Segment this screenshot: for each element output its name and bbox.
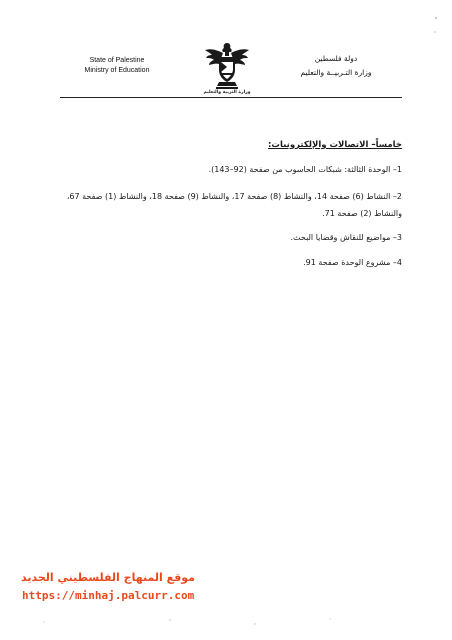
list-item: 4– مشروع الوحدة صفحة 91.	[303, 258, 402, 267]
palestine-eagle-emblem-icon	[203, 40, 251, 94]
header-arabic-line-1: دولة فلسطين	[314, 54, 358, 63]
watermark-title: موقع المنهاج الفلسطيني الجديد	[21, 571, 195, 584]
list-item: 2– النشاط (6) صفحة 14، والنشاط (8) صفحة 17، والنشاط (9) صفحة 18، والنشاط (1) صفحة 67، والنشاط (2) صفحة 71.	[66, 192, 402, 218]
header-arabic	[286, 52, 386, 80]
header-arabic-line-2: وزارة التـربيــة والتعليم	[300, 68, 372, 77]
header-english-line-1: State of Palestine	[89, 57, 145, 64]
list-item: 1– الوحدة الثالثة: شبكات الحاسوب من صفحة (92–143).	[208, 165, 402, 174]
list-item: 3– مواضيع للنقاش وقضايا البحث.	[290, 233, 402, 242]
header-divider	[60, 97, 402, 98]
section-title: خامساً– الاتصالات والإلكترونيات:	[268, 140, 402, 150]
header-english-line-2: Ministry of Education	[84, 67, 150, 74]
watermark-url[interactable]: https://minhaj.palcurr.com	[22, 589, 195, 602]
header-english	[62, 56, 172, 76]
emblem-caption: وزارة التربية والتعليم	[203, 90, 251, 95]
